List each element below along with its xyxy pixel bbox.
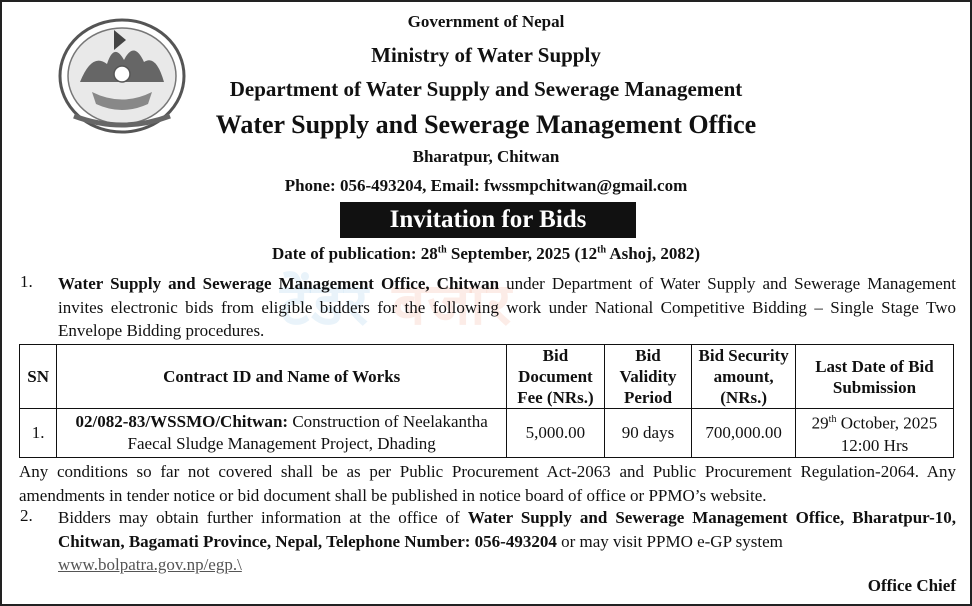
cell-security: 700,000.00 (692, 409, 796, 458)
pub-date-sup: th (597, 244, 607, 256)
watermark-part2: बजार (392, 270, 514, 338)
notice-title: Invitation for Bids (340, 202, 636, 238)
date-rest: October, 2025 (836, 413, 938, 433)
para1-number: 1. (20, 272, 33, 291)
watermark-part1: टेंडर (280, 270, 370, 338)
pub-date-text: Date of publication: 28 (271, 244, 438, 263)
col-name: Contract ID and Name of Works (57, 345, 507, 409)
col-sn: SN (20, 345, 57, 409)
cell-validity: 90 days (604, 409, 692, 458)
department-heading: Department of Water Supply and Sewerage Management (229, 77, 743, 101)
bids-table (19, 344, 954, 458)
egp-link[interactable]: www.bolpatra.gov.np/egp.\ (58, 555, 242, 574)
col-validity: Bid Validity Period (604, 345, 692, 409)
cell-sn: 1. (20, 409, 57, 458)
work-name: Construction of Neelakantha Faecal Sludge Management Project, Dhading (127, 412, 488, 453)
para2-office: Water Supply and Sewerage Management Office, Bharatpur-10, Chitwan, Bagamati Province, Nepal, Telephone Number: 056-493204 (58, 508, 956, 551)
contract-id: 02/082-83/WSSMO/Chitwan: (75, 412, 289, 431)
para1-lead: Water Supply and Sewerage Management Office, Chitwan (58, 274, 500, 293)
ministry-heading: Ministry of Water Supply (371, 43, 601, 67)
para2 (58, 506, 956, 577)
government-heading: Government of Nepal (407, 12, 565, 31)
office-location: Bharatpur, Chitwan (412, 147, 560, 166)
cell-name (57, 409, 507, 458)
date-sup: th (828, 414, 837, 426)
office-contact: Phone: 056-493204, Email: fwssmpchitwan@gmail.com (284, 176, 688, 195)
pub-date-sup: th (437, 244, 447, 256)
office-heading: Water Supply and Sewerage Management Office (215, 110, 757, 139)
para2-number: 2. (20, 506, 33, 525)
para2-text: Bidders may obtain further information at the office of (58, 508, 468, 527)
pub-date-text: September, 2025 (12 (446, 244, 598, 263)
col-last-date: Last Date of Bid Submission (795, 345, 953, 409)
signature: Office Chief (867, 576, 956, 595)
para1 (58, 272, 956, 343)
date-day: 29 (811, 413, 829, 433)
col-fee: Bid Document Fee (NRs.) (507, 345, 605, 409)
date-time: 12:00 Hrs (840, 435, 909, 455)
pub-date-text: Ashoj, 2082) (606, 244, 700, 263)
cell-last-date (795, 409, 953, 458)
col-security: Bid Security amount, (NRs.) (692, 345, 796, 409)
conditions-text: Any conditions so far not covered shall be as per Public Procurement Act-2063 and Public Procurement Regulation-2064. Any amendments in tender notice or bid document shall be published in notice board of office or PPMO’s website. (19, 462, 956, 505)
table-header-row (20, 345, 954, 409)
para2-text: or may visit PPMO e-GP system (556, 531, 783, 551)
para1-text: under Department of Water Supply and Sewerage Management invites electronic bids from eligible bidders for the following work under National Competitive Bidding – Single Stage Two Envelope Bidding procedures. (58, 274, 956, 340)
table-row (20, 409, 954, 458)
publication-date (0, 244, 972, 264)
cell-fee: 5,000.00 (507, 409, 605, 458)
